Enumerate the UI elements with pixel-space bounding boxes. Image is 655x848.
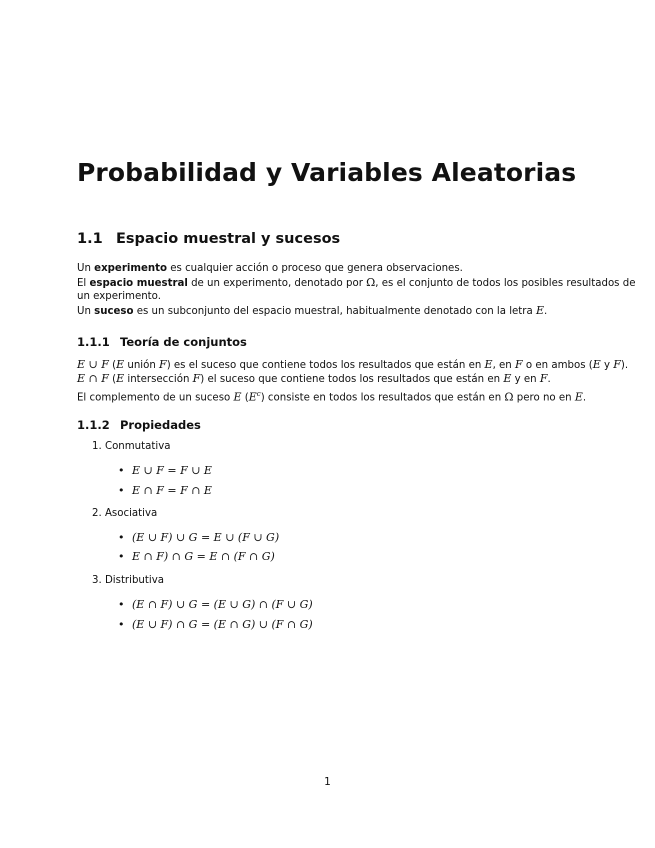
union-definition: E ∪ F (E unión F) es el suceso que contiene todos los resultados que están en E, en F o en ambos (E y F). (77, 358, 629, 371)
list-item: • E ∩ F = F ∩ E (118, 484, 212, 497)
intersection-definition: E ∩ F (E intersección F) el suceso que contiene todos los resultados que están en E y en F. (77, 372, 551, 385)
section-title: Espacio muestral y sucesos (116, 231, 341, 247)
document-title: Probabilidad y Variables Aleatorias (77, 158, 577, 187)
section-heading (77, 231, 340, 247)
list-item: • (E ∩ F) ∪ G = (E ∪ G) ∩ (F ∪ G) (118, 598, 313, 611)
term-suceso: suceso (94, 306, 134, 317)
list-item: • (E ∪ F) ∪ G = E ∪ (F ∪ G) (118, 531, 280, 544)
intro-line-2: El espacio muestral de un experimento, denotado por Ω, es el conjunto de todos los posibles resultados de (77, 276, 636, 289)
intro-line-3: un experimento. (77, 291, 161, 302)
list-item: • E ∩ F) ∩ G = E ∩ (F ∩ G) (118, 550, 275, 563)
list-item: • (E ∪ F) ∩ G = (E ∩ G) ∪ (F ∩ G) (118, 618, 313, 631)
intro-line-1: Un experimento es cualquier acción o proceso que genera observaciones. (77, 263, 463, 274)
list-item-conmutativa: 1. Conmutativa (92, 441, 171, 452)
page-number: 1 (324, 776, 331, 788)
section-number: 1.1 (77, 231, 103, 247)
list-item: • E ∪ F = F ∪ E (118, 464, 212, 477)
complement-definition: El complemento de un suceso E $(E^c)$ consiste en todos los resultados que están en Ω pero no en E. (77, 390, 587, 404)
subsection-heading-propiedades: 1.1.2 Propiedades (77, 418, 201, 432)
intro-line-4: Un suceso es un subconjunto del espacio muestral, habitualmente denotado con la letra E. (77, 304, 548, 317)
subsection-heading-teoria: 1.1.1 Teoría de conjuntos (77, 335, 247, 349)
list-item-asociativa: 2. Asociativa (92, 508, 158, 519)
term-espacio-muestral: espacio muestral (89, 278, 188, 289)
omega-symbol: Ω (366, 276, 376, 289)
list-item-distributiva: 3. Distributiva (92, 575, 164, 586)
term-experimento: experimento (94, 263, 168, 274)
